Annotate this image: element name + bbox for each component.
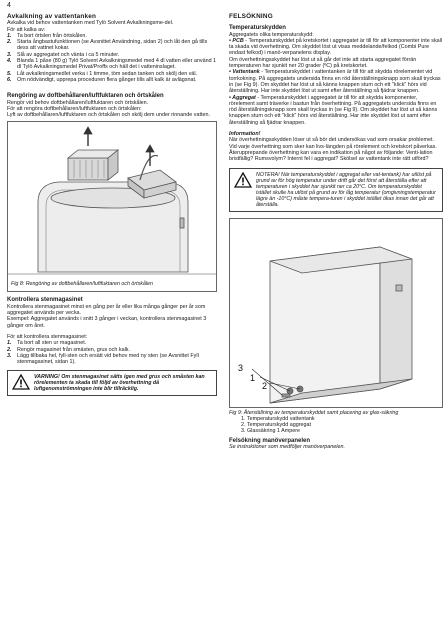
heater-underside-illustration: [230, 219, 442, 407]
stone-magazine-steps-label: För att kontrollera stenmagasinet:: [7, 333, 88, 340]
list-item: 1. Temperaturskydd vattentank: [241, 415, 315, 422]
list-item: 2. Rengör magasinet från smästen, grus och kalk.: [7, 346, 130, 353]
section-title-cleaning: Rengöring av doftbehållaren/luftfuktaren och örtskålen: [7, 93, 164, 100]
stone-magazine-steps: [7, 340, 217, 365]
callout-3: 3: [238, 362, 244, 373]
list-item: 6. Om nödvändigt, upprepa proceduren flera gånger tills allt kalk är avlägsnat.: [7, 76, 197, 83]
descaling-intro: Avkalka vid behov vattentanken med Tylö Solvent Avkalkningsme-del.: [7, 20, 174, 27]
warning-text: VARNING! Om stenmagasinet sätts igen med grus och småsten kan rörelementen ta skada till följd av överhettning då luftgenomströmningen inte blir tillräcklig.: [34, 374, 205, 393]
figure-9-legend: [229, 416, 443, 435]
cleaning-line-1: Rengör vid behov doftbehållaren/luftfuktaren och örtskålen.: [7, 99, 149, 106]
warning-icon: [234, 172, 252, 188]
list-item: 1. Ta bort all sten ur magasinet.: [7, 340, 87, 347]
water-tank-paragraph: • Vattentank - Temperaturskyddet i vattentanken är till för att skydda rörelementet vid torrkokning. På aggregatets undersida finns en röd återställningsknapp som skall tryckas in (se Fig 9). Om skyddet har löst ut så känns knappen stum och ett "klick" hörs vid återställning. Har inte skyddet löst ut samt efter återställning så fjädrar knappen.: [229, 69, 441, 95]
list-item: 2. Temperaturskydd aggregat: [241, 422, 312, 429]
warning-icon: [12, 374, 30, 390]
warning-box: [7, 370, 217, 396]
information-text: När överhettningsskydden löser ut så bör det undersökas vad som orsakar problemet. Vid varje överhettning som sker kan livs-längden på rörelement och kretskort påverkas. Återupprepande överhettning kan vara en indikation på något av följande: Venti-lation bristfällig? Rumsvolym? Internt fel i aggregat? Skölsel av vattentank inte rätt utförd?: [229, 137, 437, 163]
list-item: 1. Ta bort örtslen från örtskålen.: [7, 32, 87, 39]
unit-paragraph: • Aggregat - Temperaturskyddet i aggregatet är till för att skydda komponenter, rörelement samt träverke i bastun från överhettning. På aggregatets undersida finns en röd återställningsknapp som skall tryckas in (se Fig 9). Om skyddet har löst ut så känns knappen stum och ett "klick" hörs vid återställning. Har inte skyddet löst ut samt efter återställning så fjädrar knappen.: [229, 94, 438, 126]
list-item: 2. Starta ångbastufunktionen (se Avsnittet Användning, sidan 2) och låt den gå tills dess att vattnet kokar.: [7, 39, 208, 52]
figure-8: [7, 121, 217, 292]
figure-9-caption: Fig 9: Återställning av temperaturskyddet samt placering av glas-säkring: [229, 409, 399, 416]
section-title-descaling: Avkalkning av vattentanken: [7, 13, 97, 20]
list-item: 3. Slå av aggregatet och vänta i ca 5 minuter.: [7, 51, 120, 58]
information-title: Information!: [229, 131, 261, 138]
temperature-intro: Aggregatets olika temperaturskydd:: [229, 31, 314, 38]
pcb-paragraph-2: Om överhettningsskyddet har löst ut så går det inte att starta aggregatet förrän temperaturen har sjunkit ner 20 grader (ºC) på kretskortet.: [229, 56, 417, 70]
descaling-steps: [7, 33, 217, 83]
right-column: [229, 14, 443, 450]
callout-2: 2: [262, 380, 268, 391]
pcb-paragraph: • PCB - Temperaturskyddet på kretskortet i aggregatet är till för att komponenter inte skall ta skada vid överhettning. Om skyddet löst ut visas meddelande/felkod (Combi Pure endast felkod) i manö-verpanelens display.: [229, 37, 443, 57]
stone-magazine-para-1: Kontrollera stenmagasinet minst en gång per år eller lika många gånger per år som aggregatet används per vecka.: [7, 303, 206, 317]
section-title-stone-magazine: Kontrollera stenmagasinet: [7, 297, 83, 304]
cleaning-line-3: Lyft av doftbehållaren/luftfuktaren och örtskålen och skölj dem under rinnande vatten.: [7, 112, 210, 119]
page-number: 4: [7, 2, 11, 9]
note-text: NOTERA! När temperaturskyddet i aggregat eller vat-tentank) har utlöst på grund av för hög temperatur under drift går det först att återställa efter att temperaturen i skyddet har sjunkit ner ca 20°C. Om temperaturskyddet istället skulle ha utlöst på grund av för låg temperatur (omgivningstemperatur lägre än -10°C) måste tempera-turen i skyddet istället ökas innan det går att återställa.: [256, 171, 436, 208]
stone-magazine-para-2: Exempel: Aggregatet används i snitt 3 gånger i veckan, kontrollera stenmagasinet 3 gånger om året.: [7, 316, 207, 329]
list-item: 3. Glassäkring 1 Ampere: [241, 428, 301, 435]
section-title-panel-troubleshooting: Felsökning manöverpanelen: [229, 437, 311, 444]
panel-troubleshooting-text: Se instruktioner som medföljer manöverpanelen.: [229, 444, 345, 451]
section-title-temperature-protection: Temperaturskydden: [229, 25, 286, 32]
steam-heater-illustration: [8, 122, 216, 280]
section-title-troubleshooting: FELSÖKNING: [229, 13, 273, 20]
callout-1: 1: [250, 372, 256, 383]
list-item: 3. Lägg tillbaka hel, fyll-sten och ersätt vid behov med ny sten (se Avsnittet Fyll stenmagasinet, sidan 1).: [7, 352, 199, 366]
figure-9: [229, 218, 443, 408]
left-column: [7, 14, 217, 396]
list-item: 5. Låt avkalkningsmedlet verka i 1 timme, töm sedan tanken och skölj den väl.: [7, 70, 198, 77]
list-item: 4. Blanda 1 påse (80 g) Tylö Solvent Avkalkningsmedel med 4 dl vatten eller använd 1 dl Tylö Avkalkningsmedel Privat/Proffs och häll det i vatteninslaget.: [7, 58, 217, 71]
descaling-steps-label: För att kalka av:: [7, 26, 46, 33]
figure-8-caption: Fig 8: Rengöring av doftbehållaren/luftfuktaren och örtskålen: [11, 281, 153, 288]
note-box: [229, 168, 443, 212]
cleaning-line-2: För att rengöra doftbehållaren/luftfuktaren och örtskålen:: [7, 105, 142, 112]
